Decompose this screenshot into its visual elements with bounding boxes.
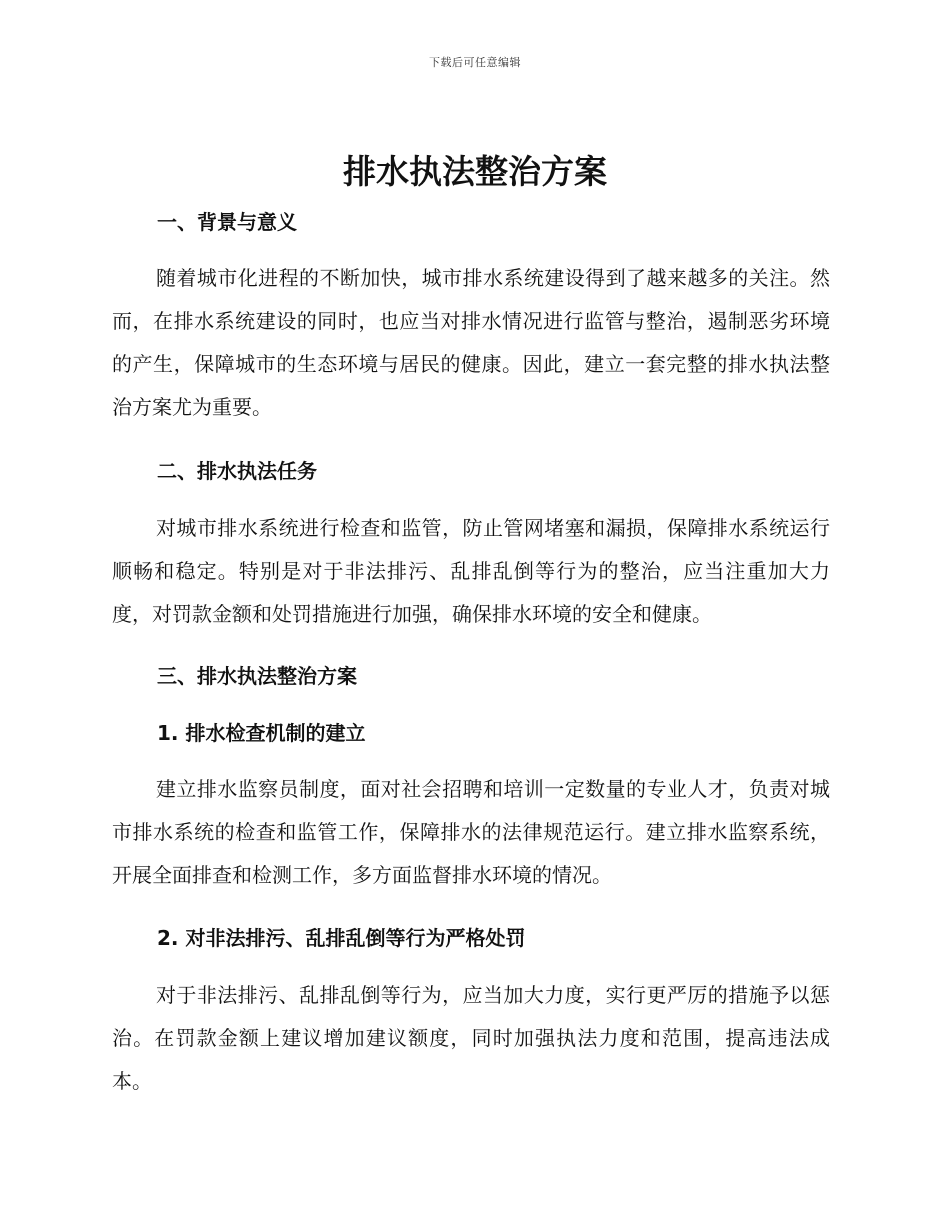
header-note: 下载后可任意编辑	[429, 56, 521, 69]
section-paragraph-tasks: 对城市排水系统进行检查和监管，防止管网堵塞和漏损，保障排水系统运行顺畅和稳定。特别是对于非法排污、乱排乱倒等行为的整治，应当注重加大力度，对罚款金额和处罚措施进行加强，确保排水环境的安全和健康。	[112, 516, 830, 626]
section-paragraph-background: 随着城市化进程的不断加快，城市排水系统建设得到了越来越多的关注。然而，在排水系统建设的同时，也应当对排水情况进行监管与整治，遏制恶劣环境的产生，保障城市的生态环境与居民的健康。因此，建立一套完整的排水执法整治方案尤为重要。	[112, 266, 830, 419]
section-heading-plan: 三、排水执法整治方案	[157, 664, 357, 688]
subsection-heading-inspection: 1. 排水检查机制的建立	[157, 721, 366, 745]
subsection-paragraph-inspection: 建立排水监察员制度，面对社会招聘和培训一定数量的专业人才，负责对城市排水系统的检查和监管工作，保障排水的法律规范运行。建立排水监察系统，开展全面排查和检测工作，多方面监督排水环境的情况。	[112, 777, 830, 887]
section-heading-background: 一、背景与意义	[157, 210, 297, 234]
section-heading-tasks: 二、排水执法任务	[157, 459, 317, 483]
subsection-paragraph-penalties: 对于非法排污、乱排乱倒等行为，应当加大力度，实行更严厉的措施予以惩治。在罚款金额上建议增加建议额度，同时加强执法力度和范围，提高违法成本。	[112, 983, 830, 1093]
document-title: 排水执法整治方案	[343, 152, 607, 191]
subsection-heading-penalties: 2. 对非法排污、乱排乱倒等行为严格处罚	[157, 926, 526, 950]
